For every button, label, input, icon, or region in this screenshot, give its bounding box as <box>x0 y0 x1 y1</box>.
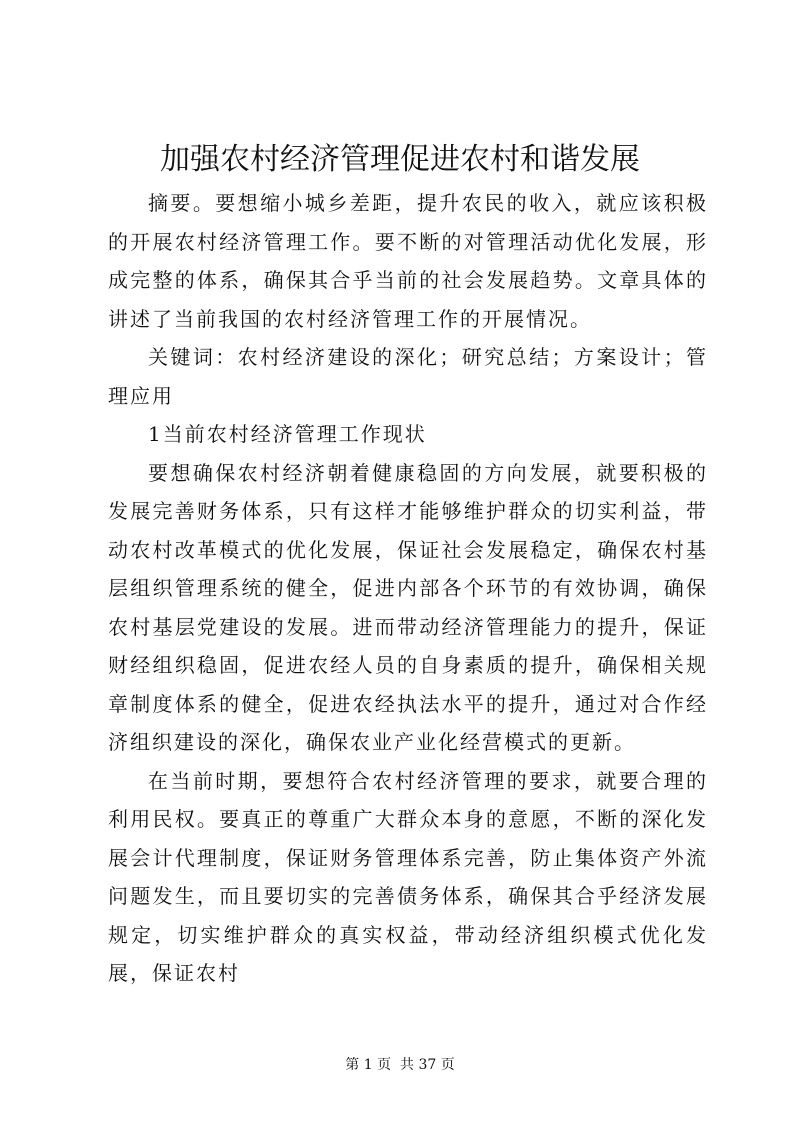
body-paragraph: 要想确保农村经济朝着健康稳固的方向发展，就要积极的发展完善财务体系，只有这样才能够维护群众的切实利益，带动农村改革模式的优化发展，保证社会发展稳定，确保农村基层组织管理系统的健全，促进内部各个环节的有效协调，确保农村基层党建设的发展。进而带动经济管理能力的提升，保证财经组织稳固，促进农经人员的自身素质的提升，确保相关规章制度体系的健全，促进农经执法水平的提升，通过对合作经济组织建设的深化，确保农业产业化经营模式的更新。 <box>108 460 708 754</box>
document-body <box>108 184 708 993</box>
body-paragraph: 在当前时期，要想符合农村经济管理的要求，就要合理的利用民权。要真正的尊重广大群众本身的意愿，不断的深化发展会计代理制度，保证财务管理体系完善，防止集体资产外流问题发生，而且要切实的完善债务体系，确保其合乎经济发展规定，切实维护群众的真实权益，带动经济组织模式优化发展，保证农村 <box>108 768 708 985</box>
document-title: 加强农村经济管理促进农村和谐发展 <box>160 142 640 177</box>
keywords-paragraph: 关键词：农村经济建设的深化；研究总结；方案设计；管理应用 <box>108 345 708 408</box>
section-heading: 1当前农村经济管理工作现状 <box>148 422 427 446</box>
abstract-paragraph: 摘要。要想缩小城乡差距，提升农民的收入，就应该积极的开展农村经济管理工作。要不断的对管理活动优化发展，形成完整的体系，确保其合乎当前的社会发展趋势。文章具体的讲述了当前我国的农村经济管理工作的开展情况。 <box>108 191 708 331</box>
page-footer: 第 1 页 共 37 页 <box>345 1057 455 1073</box>
